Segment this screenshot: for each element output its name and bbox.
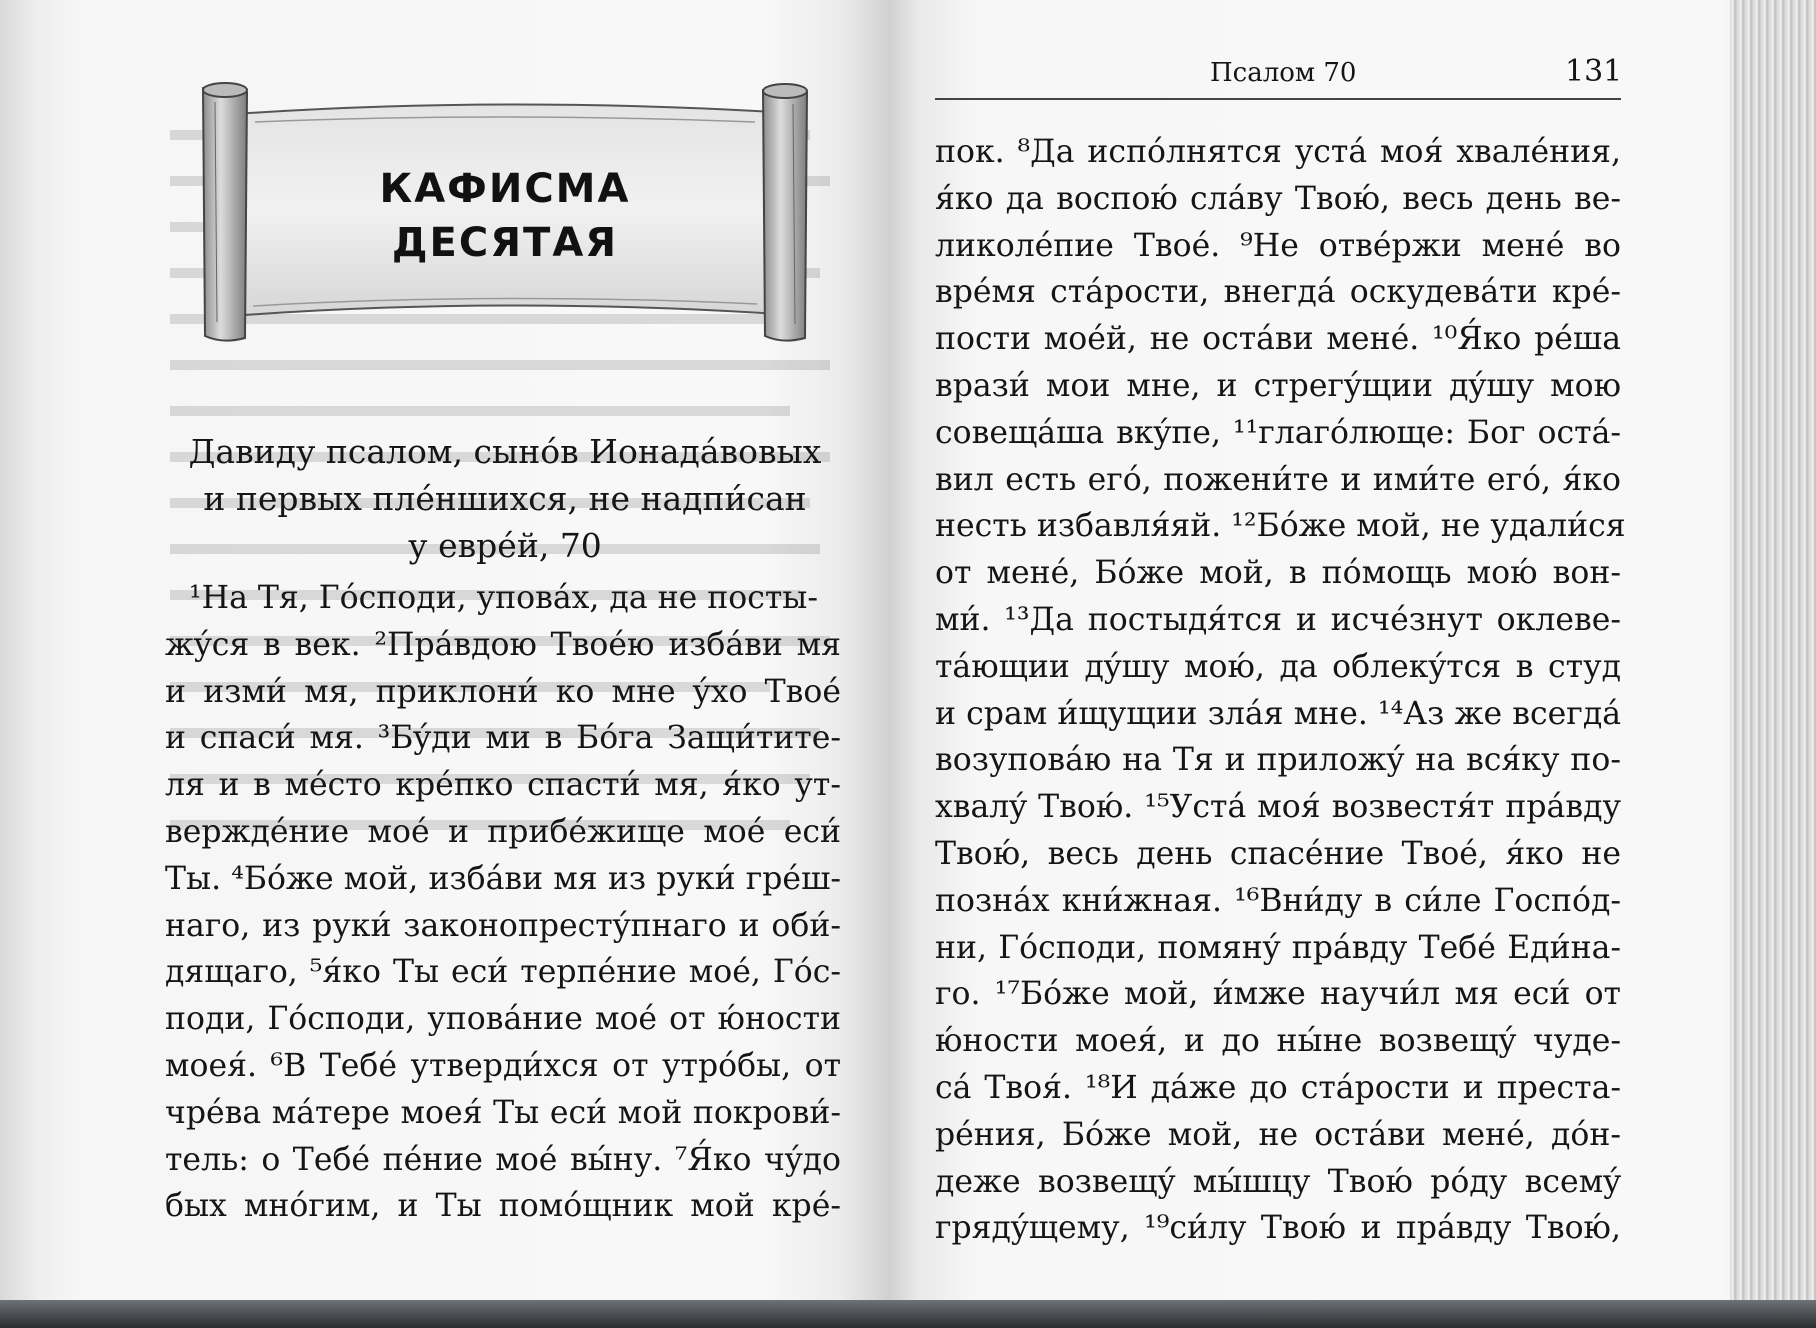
text-line: и срам и́щущии злáя мне. ¹⁴Аз же всегдá xyxy=(935,695,1621,732)
text-line: сá Твоя́. ¹⁸И дáже до стáрости и преста- xyxy=(935,1069,1621,1106)
text-line: тель: о Тебé пéние моé вы́ну. ⁷Я́ко чýдо xyxy=(165,1141,841,1178)
right-page-text xyxy=(935,129,1626,1252)
text-line: совещáша вкýпе, ¹¹глагóлюще: Бог остá- xyxy=(935,414,1621,451)
text-line: врéмя стáрости, внегдá оскудевáти крé- xyxy=(935,274,1621,311)
text-line: верждéние моé и прибéжище моé еси́ xyxy=(165,813,841,850)
text-line: дящаго, ⁵я́ко Ты еси́ терпéние моé, Гóс- xyxy=(165,954,841,991)
text-line: деже возвещý мы́шцу Твою́ рóду всемý xyxy=(935,1163,1621,1200)
text-line: ю́ности моея́, и до ны́не возвещý чуде- xyxy=(935,1023,1621,1060)
text-line: познáх кни́жная. ¹⁶Вни́ду в си́ле Госпóд- xyxy=(935,882,1621,919)
text-line: рéния, Бóже мой, не остáви менé, дóн- xyxy=(935,1116,1621,1153)
page-number: 131 xyxy=(1565,54,1623,89)
psalm-heading: Давиду псалом, сынóв Ионадáвовых и первых плéншихся, не надпи́сан у еврéй, 70 xyxy=(188,432,822,565)
scroll-right-roll xyxy=(763,84,807,341)
text-line: Твою́, весь день спасéние Твоé, я́ко не xyxy=(935,835,1621,872)
text-line: ля и в мéсто крéпко спасти́ мя, я́ко ут- xyxy=(165,767,841,804)
text-line: я́ко да воспою́ слáву Твою́, весь день ве- xyxy=(935,180,1621,217)
text-line: тáющии дýшу мою́, да облекýтся в студ xyxy=(935,648,1621,685)
text-line: и спаси́ мя. ³Бýди ми в Бóга Защи́тите- xyxy=(165,720,841,757)
text-line: ми́. ¹³Да постыдя́тся и исчéзнут оклеве- xyxy=(935,601,1621,638)
text-line: ни, Гóсподи, помянý прáвду Тебé Еди́на- xyxy=(935,929,1621,966)
header-rule xyxy=(935,98,1621,100)
text-line: пости моéй, не остáви менé. ¹⁰Я́ко рéша xyxy=(935,321,1621,358)
text-line: возуповáю на Тя и приложý на вся́ку по- xyxy=(935,742,1621,779)
bottom-shadow xyxy=(0,1300,1816,1328)
text-line: вил есть егó, пожени́те и ими́те егó, я́ко xyxy=(935,461,1621,498)
text-line: бых мнóгим, и Ты помóщник мой крé- xyxy=(165,1188,841,1225)
left-page-text xyxy=(165,575,841,1230)
text-line: и изми́ мя, приклони́ ко мне ýхо Твоé xyxy=(165,673,841,710)
text-line: пок. ⁸Да испóлнятся устá моя́ хвалéния, xyxy=(935,134,1621,170)
text-line: несть избавля́яй. ¹²Бóже мой, не удали́ся xyxy=(935,508,1626,545)
text-line: чрéва мáтере моея́ Ты еси́ мой покрови́- xyxy=(165,1094,841,1131)
text-line: поди, Гóсподи, уповáние моé от ю́ности xyxy=(165,1001,841,1038)
text-line: грядýщему, ¹⁹си́лу Твою́ и прáвду Твою́, xyxy=(935,1210,1621,1247)
kathisma-title: КАФИСМА ДЕСЯТАЯ xyxy=(379,166,631,266)
text-line: го. ¹⁷Бóже мой, и́мже научи́л мя еси́ от xyxy=(935,976,1621,1013)
text-line: жýся в век. ²Прáвдою Твоéю избáви мя xyxy=(165,626,841,663)
text-line: ликолéпие Твоé. ⁹Не отвéржи менé во xyxy=(935,227,1621,264)
text-line: врази́ мои мне, и стрегýщии дýшу мою xyxy=(935,367,1621,404)
text-line: моея́. ⁶В Тебé утверди́хся от утрóбы, от xyxy=(165,1047,841,1084)
text-line: ¹На Тя, Гóсподи, уповáх, да не посты- xyxy=(189,580,819,616)
text-line: от менé, Бóже мой, в пóмощь мою́ вон- xyxy=(935,555,1621,592)
text-line: хвалý Твою́. ¹⁵Устá моя́ возвестя́т прáвду xyxy=(935,789,1621,826)
right-page xyxy=(888,0,1786,1318)
scroll-left-roll xyxy=(203,83,247,341)
left-page xyxy=(0,0,888,1318)
text-line: Ты. ⁴Бóже мой, избáви мя из руки́ грéш- xyxy=(165,860,841,897)
page-edges xyxy=(1730,0,1816,1320)
running-header-title: Псалом 70 xyxy=(1210,58,1357,88)
text-line: наго, из руки́ законопрестýпнаго и оби́- xyxy=(165,907,841,944)
